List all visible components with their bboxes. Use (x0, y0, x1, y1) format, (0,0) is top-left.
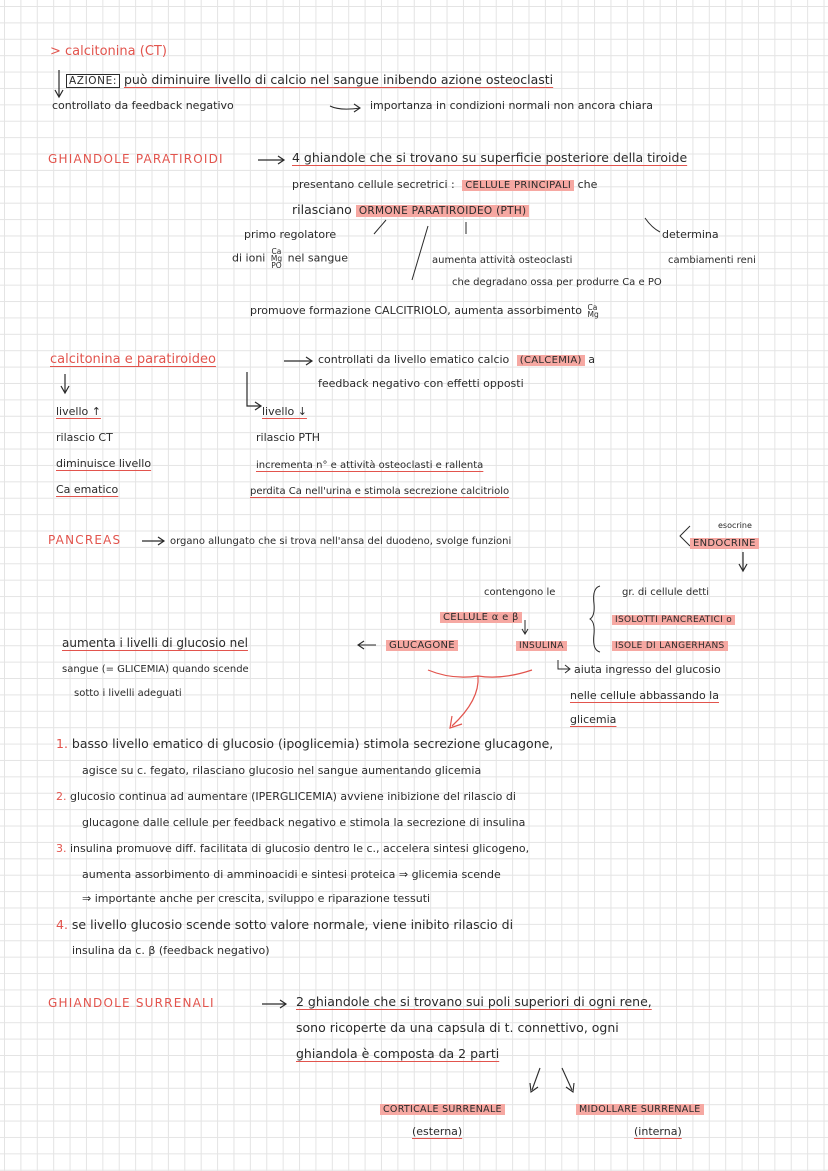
regolatore-text: primo regolatore (244, 228, 337, 241)
cellule-ab: CELLULE α e β (440, 612, 522, 623)
calcemia: (CALCEMIA) (517, 355, 585, 366)
step-3-line-3: ⇒ importante anche per crescita, sviluppo e riparazione tessuti (82, 892, 431, 905)
ormone-pth: ORMONE PARATIROIDEO (PTH) (356, 205, 530, 217)
paratiroidi-title: GHIANDOLE PARATIROIDI (48, 152, 224, 166)
desc1-text: controllati da livello ematico calcio (318, 353, 510, 366)
surrenali-title: GHIANDOLE SURRENALI (48, 996, 215, 1010)
osteo-line1: aumenta attività osteoclasti (432, 255, 573, 266)
esocrine-label: esocrine (718, 521, 752, 530)
promuove-text: promuove formazione CALCITRIOLO, aumenta assorbimento (250, 304, 582, 317)
right-arrow-icon (284, 356, 314, 366)
azione-label: AZIONE: (66, 74, 120, 88)
paratiroidi-line3 (292, 202, 529, 219)
branch-lines (360, 218, 680, 248)
determina-text: determina (662, 228, 719, 241)
step-1-line-1 (56, 736, 553, 751)
midollare-line (576, 1100, 704, 1117)
line3-text: rilasciano (292, 202, 352, 217)
surrenali-line-3: ghiandola è composta da 2 parti (296, 1046, 500, 1061)
promuove-line (250, 303, 599, 318)
step-2-num: 2. (56, 790, 67, 803)
importanza-text: importanza in condizioni normali non ancora chiara (370, 99, 654, 112)
corner-arrow-icon (244, 372, 264, 412)
insulina-line (516, 636, 567, 654)
abs-mg: Mg (587, 310, 599, 319)
cellule-ab-line (440, 608, 522, 625)
ioni-start: di ioni (232, 251, 266, 265)
step-1-num: 1. (56, 736, 68, 751)
step-3-line-2: aumenta assorbimento di amminoacidi e sintesi proteica ⇒ glicemia scende (82, 868, 501, 881)
down-arrow-icon (60, 374, 70, 396)
line2-end: che (577, 178, 598, 191)
step-3-line-1 (56, 841, 529, 856)
ins-desc-1: aiuta ingresso del glucosio (574, 663, 721, 676)
line2-text: presentano cellule secretrici : (292, 178, 455, 191)
ion-ca: Ca (271, 247, 282, 256)
paratiroidi-line1: 4 ghiandole che si trovano su superficie posteriore della tiroide (292, 150, 688, 165)
ins-desc-2-text: nelle cellule abbassando la (570, 689, 719, 702)
reni-text: cambiamenti reni (668, 255, 756, 266)
abs-stack (588, 304, 599, 318)
isolotti-line2-wrap (612, 610, 735, 628)
right-4: perdita Ca nell'urina e stimola secrezione calcitriolo (250, 486, 510, 497)
ion-po: PO (271, 261, 282, 270)
step-2-text-1: glucosio continua ad aumentare (IPERGLICEMIA) avviene inibizione del rilascio di (70, 790, 516, 803)
right-arrow-icon (142, 536, 166, 546)
right-arrow-icon (258, 155, 286, 165)
contengono-text: contengono le (484, 587, 556, 598)
abs-ca: Ca (587, 303, 598, 312)
right-arrow-icon (330, 103, 362, 113)
ioni-end: nel sangue (287, 251, 349, 265)
converge-arrow-icon (422, 656, 572, 736)
step-4-num: 4. (56, 917, 68, 932)
left-3: diminuisce livello (56, 457, 152, 470)
right-1: livello ↓ (262, 405, 307, 418)
right-2: rilascio PTH (256, 431, 321, 444)
split-arrows-icon (520, 1066, 590, 1098)
osteo-line2: che degradano ossa per produrre Ca e PO (452, 277, 662, 288)
ion-stack (271, 248, 282, 269)
right-arrow-icon (262, 999, 288, 1009)
isolotti-line3-wrap (612, 636, 728, 654)
confronto-desc1 (318, 352, 595, 368)
calcitonina-title: > calcitonina (CT) (50, 44, 167, 59)
down-arrow-icon (54, 70, 64, 100)
corticale-line (380, 1100, 505, 1117)
down-arrow-icon (738, 552, 748, 574)
step-3-text-1: insulina promuove diff. facilitata di glucosio dentro le c., accelera sintesi glicogeno, (70, 842, 530, 855)
azione-text: può diminuire livello di calcio nel sangue inibendo azione osteoclasti (123, 72, 554, 87)
left-arrow-icon (356, 640, 378, 650)
step-4-line-2: insulina da c. β (feedback negativo) (72, 944, 270, 957)
right-3: incrementa n° e attività osteoclasti e rallenta (256, 460, 484, 471)
isolotti-line2: ISOLOTTI PANCREATICI o (612, 615, 735, 625)
step-3-num: 3. (56, 842, 67, 855)
isolotti-line1: gr. di cellule detti (622, 587, 709, 598)
gluc-desc-1: aumenta i livelli di glucosio nel (62, 636, 248, 650)
midollare-sub: (interna) (634, 1125, 682, 1138)
pancreas-desc: organo allungato che si trova nell'ansa del duodeno, svolge funzioni (170, 536, 512, 547)
cellule-principali: CELLULE PRINCIPALI (462, 180, 574, 191)
glucagone-line (386, 636, 458, 653)
confronto-title: calcitonina e paratiroideo (50, 352, 216, 367)
ioni-line (232, 248, 348, 269)
azione-line (66, 72, 553, 89)
pancreas-title: PANCREAS (48, 533, 122, 547)
desc1-end: a (588, 353, 595, 366)
corticale-label: CORTICALE SURRENALE (380, 1104, 505, 1115)
gluc-desc-2: sangue (= GLICEMIA) quando scende (62, 664, 249, 675)
confronto-desc2: feedback negativo con effetti opposti (318, 377, 524, 390)
step-1-line-2: agisce su c. fegato, rilasciano glucosio nel sangue aumentando glicemia (82, 764, 482, 777)
step-4-text-1: se livello glucosio scende sotto valore normale, viene inibito rilascio di (71, 917, 514, 932)
left-4: Ca ematico (56, 483, 119, 496)
surrenali-line-1: 2 ghiandole che si trovano sui poli superiori di ogni rene, (296, 994, 652, 1009)
paratiroidi-line2 (292, 177, 597, 193)
isolotti-line3: ISOLE DI LANGERHANS (612, 641, 728, 651)
midollare-label: MIDOLLARE SURRENALE (576, 1104, 704, 1115)
endocrine-line (690, 534, 759, 551)
step-2-line-1 (56, 789, 516, 804)
gluc-desc-3: sotto i livelli adeguati (74, 688, 182, 699)
controllo-text: controllato da feedback negativo (52, 99, 234, 112)
ins-desc-3: glicemia (570, 713, 617, 726)
glucagone-label: GLUCAGONE (386, 640, 458, 651)
left-2: rilascio CT (56, 431, 113, 444)
insulina-label: INSULINA (516, 641, 567, 651)
step-2-line-2: glucagone dalle cellule per feedback negativo e stimola la secrezione di insulina (82, 816, 526, 829)
step-1-text-1: basso livello ematico di glucosio (ipoglicemia) stimola secrezione glucagone, (71, 736, 554, 751)
surrenali-line-2: sono ricoperte da una capsula di t. connettivo, ogni (296, 1020, 619, 1035)
endocrine-label: ENDOCRINE (690, 538, 759, 549)
corticale-sub: (esterna) (412, 1125, 463, 1138)
ins-desc-2 (570, 688, 719, 703)
step-4-line-1 (56, 917, 513, 932)
brace-icon (588, 584, 604, 654)
left-1: livello ↑ (56, 405, 101, 418)
ion-mg: Mg (270, 254, 283, 263)
